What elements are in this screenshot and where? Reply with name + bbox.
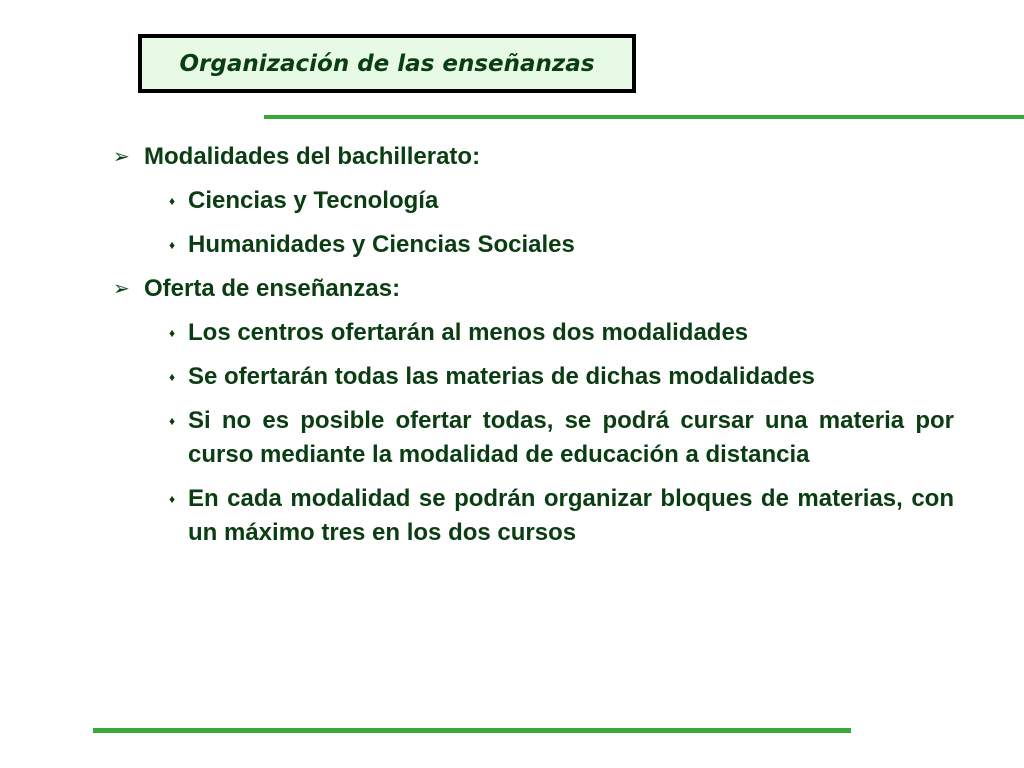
list-item	[169, 482, 954, 550]
list-item	[169, 184, 954, 218]
list-item	[169, 360, 954, 394]
diamond-bullet-icon: ♦	[169, 194, 176, 208]
top-divider-line	[264, 115, 1024, 119]
diamond-bullet-icon: ♦	[169, 238, 176, 252]
list-item-text: Se ofertarán todas las materias de dichas modalidades	[188, 363, 815, 390]
slide-content	[113, 140, 954, 560]
title-box	[138, 34, 636, 93]
arrow-bullet-icon: ➢	[113, 278, 130, 300]
list-item-text: Los centros ofertarán al menos dos modalidades	[188, 319, 749, 346]
title-box-inner	[144, 40, 630, 87]
slide-title: Organización de las enseñanzas	[179, 50, 595, 77]
list-item	[169, 316, 954, 350]
list-item-text: Humanidades y Ciencias Sociales	[188, 231, 575, 258]
list-item	[169, 404, 954, 472]
section-heading-text: Modalidades del bachillerato:	[144, 143, 481, 170]
arrow-bullet-icon: ➢	[113, 146, 130, 168]
diamond-bullet-icon: ♦	[169, 414, 176, 428]
list-item	[169, 228, 954, 262]
section-heading-modalidades	[113, 140, 954, 174]
list-item-text: En cada modalidad se podrán organizar bloques de materias, con un máximo tres en los dos cursos	[188, 485, 954, 546]
diamond-bullet-icon: ♦	[169, 492, 176, 506]
list-item-text: Si no es posible ofertar todas, se podrá cursar una materia por curso mediante la modalidad de educación a distancia	[188, 407, 954, 468]
section-heading-text: Oferta de enseñanzas:	[144, 275, 401, 302]
diamond-bullet-icon: ♦	[169, 370, 176, 384]
list-item-text: Ciencias y Tecnología	[188, 187, 439, 214]
diamond-bullet-icon: ♦	[169, 326, 176, 340]
section-heading-oferta	[113, 272, 954, 306]
bottom-divider-line	[93, 728, 851, 733]
